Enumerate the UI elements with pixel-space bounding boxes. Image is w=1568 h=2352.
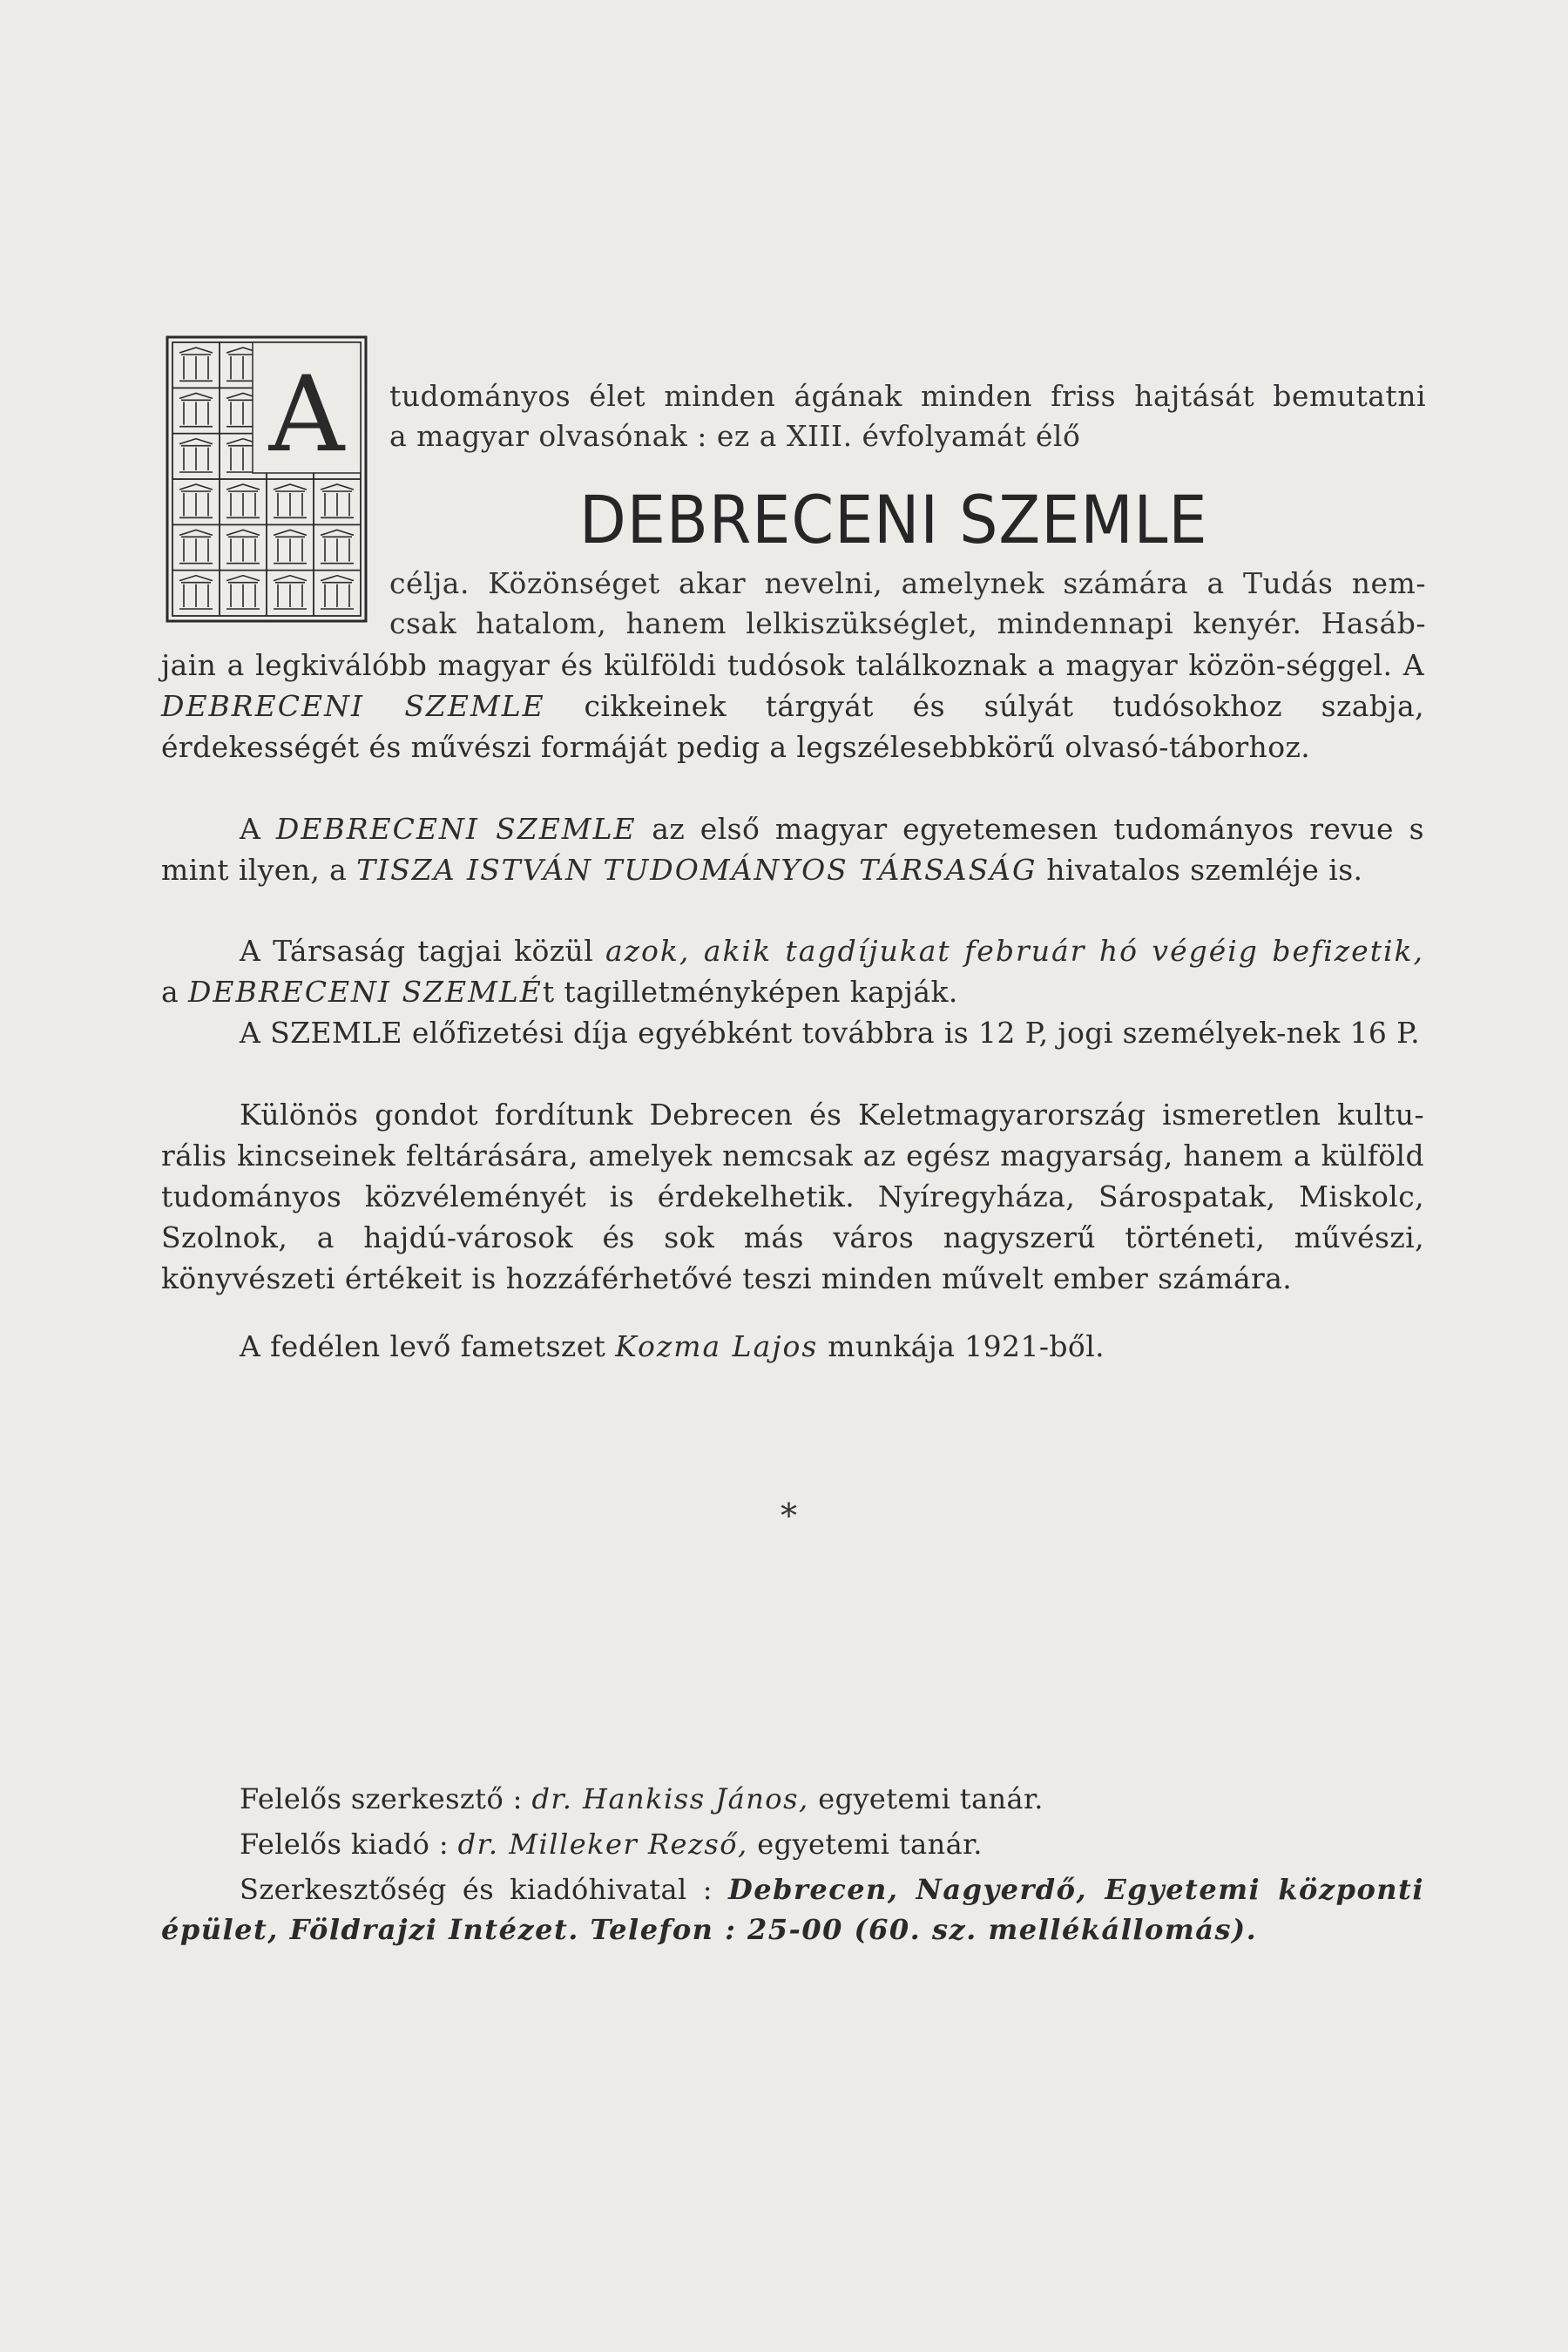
editor-name: dr. Hankiss János, xyxy=(531,1782,809,1815)
decorated-initial xyxy=(166,335,368,623)
office-address: Debrecen, Nagyerdő, Egyetemi központi épület, Földrajzi Intézet. Telefon : 25-00 (60. sz. mellékállomás). xyxy=(161,1873,1424,1946)
credit-editor: Felelős szerkesztő : dr. Hankiss János, egyetemi tanár. xyxy=(240,1782,1044,1815)
paragraph-revue: A DEBRECENI SZEMLE az első magyar egyetemesen tudományos revue s mint ilyen, a TISZA ISTVÁN TUDOMÁNYOS TÁRSASÁG hivatalos szemléje is. xyxy=(161,812,1424,887)
journal-title-inline: DEBRECENI SZEMLÉ xyxy=(187,975,543,1009)
artist-name: Kozma Lajos xyxy=(615,1329,819,1363)
paragraph-regional: Különös gondot fordítunk Debrecen és Keletmagyarország ismeretlen kultu-rális kincseinek feltárására, amelyek nemcsak az egész magyarság, hanem a külföld tudományos közvéleményét is érdekelhetik. Nyíregyháza, Sárospatak, Miskolc, Szolnok, a hajdú-városok és sok más város nagyszerű történeti, művészi, könyvészeti értékeit is hozzáférhetővé teszi minden művelt ember számára. xyxy=(161,1098,1424,1295)
intro-line-4: csak hatalom, hanem lelkiszükséglet, mindennapi kenyér. Hasáb- xyxy=(389,606,1426,640)
journal-title: DEBRECENI SZEMLE xyxy=(579,481,1208,558)
credit-publisher: Felelős kiadó : dr. Milleker Rezső, egyetemi tanár. xyxy=(240,1828,983,1861)
intro-line-3: célja. Közönséget akar nevelni, amelynek számára a Tudás nem- xyxy=(389,566,1426,600)
publisher-name: dr. Milleker Rezső, xyxy=(457,1828,748,1861)
initial-letter: A xyxy=(268,355,345,476)
intro-line-1: tudományos élet minden ágának minden friss hajtását bemutatni xyxy=(389,379,1426,413)
paragraph-cover-note: A fedélen levő fametszet Kozma Lajos munkája 1921-ből. xyxy=(240,1329,1105,1363)
paragraph-intro-continued: jain a legkiválóbb magyar és külföldi tudósok találkoznak a magyar közön-séggel. A DEBRECENI SZEMLE cikkeinek tárgyát és súlyát tudósokhoz szabja, érdekességét és művészi formáját pedig a legszélesebbkörű olvasó-táborhoz. xyxy=(161,648,1424,764)
paragraph-subscription: A SZEMLE előfizetési díja egyébként továbbra is 12 P, jogi személyek-nek 16 P. xyxy=(240,1016,1420,1050)
membership-emphasis: azok, akik tagdíjukat február hó végéig befizetik, xyxy=(605,934,1425,968)
journal-title-inline: DEBRECENI SZEMLE xyxy=(161,689,545,723)
paragraph-membership: A Társaság tagjai közül azok, akik tagdíjukat február hó végéig befizetik, a DEBRECENI SZEMLÉt tagilletményképen kapják. xyxy=(161,934,1425,1009)
journal-title-inline: DEBRECENI SZEMLE xyxy=(275,812,637,846)
credit-office: Szerkesztőség és kiadóhivatal : Debrecen, Nagyerdő, Egyetemi központi épület, Földrajzi Intézet. Telefon : 25-00 (60. sz. mellékállomás). xyxy=(161,1873,1424,1946)
section-separator: * xyxy=(781,1497,797,1535)
intro-line-2: a magyar olvasónak : ez a XIII. évfolyamát élő xyxy=(389,419,1081,453)
ornament-grid-icon xyxy=(166,335,368,623)
society-name: TISZA ISTVÁN TUDOMÁNYOS TÁRSASÁG xyxy=(356,853,1037,887)
